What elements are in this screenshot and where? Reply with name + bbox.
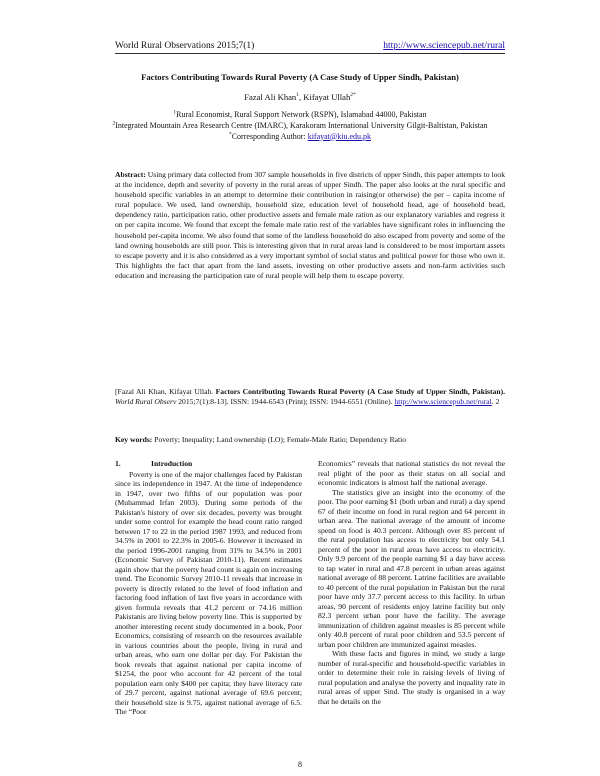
abstract [115, 170, 505, 281]
page-number: 8 [298, 760, 302, 769]
affiliation-1 [100, 110, 500, 121]
affiliation-2 [100, 121, 500, 132]
section-title: Introduction [151, 459, 193, 468]
right-column [318, 459, 505, 706]
affiliations [100, 110, 500, 142]
paragraph: Economics” reveals that national statistics do not reveal the real plight of the poor as their status on all social and economic indicators is almost half the national average. [318, 459, 505, 487]
abstract-label: Abstract: [115, 170, 146, 179]
author-separator: , [298, 92, 304, 102]
section-heading [115, 459, 302, 469]
citation-prefix: [Fazal Ali Khan, Kifayat Ullah. [115, 387, 216, 396]
citation-journal: World Rural Observ [115, 397, 177, 407]
paper-title: Factors Contributing Towards Rural Poverty (A Case Study of Upper Sindh, Pakistan) [141, 72, 459, 82]
keywords-label: Key words: [115, 435, 153, 444]
corresponding-author [100, 132, 500, 143]
author-affiliation-mark: 1 [296, 92, 299, 99]
affiliation-mark: 2 [112, 120, 116, 127]
citation-suffix: . 2 [491, 397, 500, 407]
citation-url-link[interactable]: http://www.sciencepub.net/rural [394, 397, 492, 407]
author-line [60, 92, 540, 103]
affiliation-text: Integrated Mountain Area Research Centre (IMARC), Karakoram International University Gilgit-Baltistan, Pakistan [115, 120, 488, 130]
keywords-text: Poverty; Inequality; Land ownership (LO); Female-Male Ratio; Dependency Ratio [152, 435, 407, 444]
citation-details: 2015;7(1):8-13]. ISSN: 1944-6543 (Print); ISSN: 1944-6551 (Online). [176, 397, 395, 407]
corresponding-email-link[interactable]: kifayat@kiu.edu.pk [307, 131, 372, 141]
section-number: 1. [115, 459, 121, 468]
affiliation-text: Rural Economist, Rural Support Network (RSPN), Islamabad 44000, Pakistan [176, 110, 427, 119]
running-header [115, 40, 505, 54]
paragraph: Poverty is one of the major challenges faced by Pakistan since its independence in 1947. At the time of independence in 1947, over two fifths of our population was poor (Muhammad Irfan 2003). During some periods of the Pakistan's history of over six decades, poverty was brought under some control for example the head count ratio ranged between 17 to 22 in the period 1987 1993, and reduced from 34.5% in 2001 to 22.3% in 2005-6. However it increased in the period 1996-2001 ranging from 31% to 34.5% in 2001 (Economic Survey of Pakistan 2010-11). Recent estimates again show that the poverty head count is again on increasing trend. The Economic Survey 2010-11 reveals that increase in poverty is directly related to the level of food inflation and factoring food inflation of last five years in accordance with given formula reveals that 41.2 percent or 74.16 million Pakistanis are living below poverty line. This is supported by another interesting recent study documented in a book, Poor Economics, consisting of research on the resources available in various countries about the people, living in rural and urban areas, who earn one dollar per day. For Pakistan the book reveals that against national per capita income of $1254, the poor who account for 42 percent of the total population earn only $400 per capita; they have literacy rate of 29.7 percent, against national average of 69.6 percent; their household size is 9.75, against national average of 6.5. The “Poor [115, 469, 302, 716]
journal-citation: World Rural Observations 2015;7(1) [115, 41, 255, 51]
author-name: Kifayat Ullah [303, 92, 351, 102]
author-affiliation-mark: 2* [350, 92, 356, 99]
paragraph: The statistics give an insight into the economy of the poor. The poor earning $1 (both urban and rural) a day spend 67 of their income on food in rural region and 64 percent in urban area. The national average of the amount of income spend on food is 40.3 percent. Although over 85 percent of the rural population has access to electricity but only 54.1 percent of the poor in rural areas have access to electricity. Only 9.9 percent of the people earning $1 a day have access to tap water in rural and 47.8 percent in urban areas against national average of 88 percent. Latrine facilities are available to 40 percent of the rural population in Pakistan but the rural poor have only 37.7 percent access to this facility. In urban areas, 90 percent of residents enjoy latrine facility but only 82.3 percent urban poor have the facility. The average immunization of children against measles is 85 percent while only 40.8 percent of rural poor children and 53.5 percent of urban poor children are immunized against measles. [318, 487, 505, 649]
citation-block [115, 387, 505, 407]
journal-url-link[interactable]: http://www.sciencepub.net/rural [383, 41, 505, 51]
corresponding-label: Corresponding Author: [231, 131, 308, 141]
header-rule [115, 53, 505, 54]
affiliation-mark: 1 [173, 109, 177, 116]
left-column [115, 459, 302, 717]
paragraph: With these facts and figures in mind, we study a large number of rural-specific and household-specific variables in order to determine their role in raising levels of living of rural population and analyse the poverty and inquality rate in rural areas of upper Sind. The study is organised in a way that he details on the [318, 649, 505, 706]
author-name: Fazal Ali Khan [244, 92, 297, 102]
citation-title: Factors Contributing Towards Rural Poverty (A Case Study of Upper Sindh, Pakistan). [215, 387, 505, 396]
abstract-text: Using primary data collected from 307 sample households in five districts of upper Sindh, this paper attempts to look at the incidence, depth and severity of poverty in the rural areas of upper Sindh. The paper also looks at the rural specific and household specific variables in an attempt to determine their contribution in raising(or otherwise) the per – capita income of rural populace. We used, land ownership, household size, education level of household head, age of household head, dependency ratio, participation ratio, other productive assets and female male ration as our explanatory variables and regress it on per capita income. We found that except the female male ratio rest of the variables have significant roles in influencing the household per-capita income. We also found that some of the landless household do also escaped from poverty and some of the land owning households are still poor. This is interesting given that in rural areas land is considered to be most important assets to escape poverty and it is also considered as a very important symbol of social status and political power for those who own it. This highlights the fact that apart from the land assets, investing on other productive assets and non-farm activities such education and increasing the participation rate of rural people will help them to escape poverty. [115, 170, 505, 280]
corresponding-mark: * [228, 130, 232, 137]
keywords [115, 435, 505, 445]
